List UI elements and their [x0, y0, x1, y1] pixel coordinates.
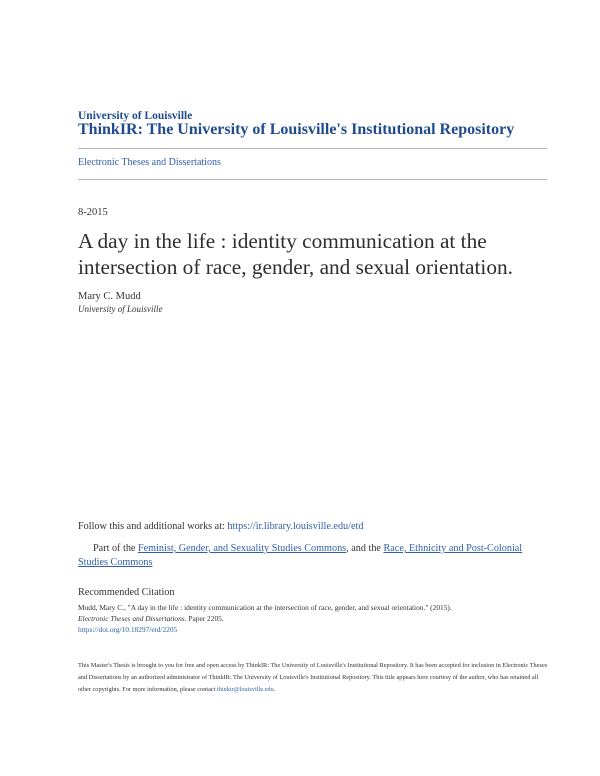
- etd-collection-link[interactable]: https://ir.library.louisville.edu/etd: [227, 521, 364, 532]
- part-of-middle: , and the: [346, 543, 384, 554]
- notice-text: This Master's Thesis is brought to you for free and open access by ThinkIR: The University of Louisville's Institutional Repository. It has been accepted for inclusion in Electronic Theses and Dissertations by an authorized administrator of ThinkIR: The University of Louisville's Institutional Repository. This title appears here courtesy of the author, who has retained all other copyrights. For more information, please contact: [78, 662, 548, 693]
- document-title: A day in the life : identity communication at the intersection of race, gender, and sexual orientation.: [78, 229, 513, 279]
- follow-text: Follow this and additional works at:: [78, 521, 228, 532]
- recommended-citation-label: Recommended Citation: [78, 587, 175, 598]
- header-divider-top: [78, 148, 547, 149]
- contact-email-link[interactable]: thinkir@louisville.edu: [217, 686, 274, 693]
- part-of-line: [78, 542, 548, 570]
- header-divider-bottom: [78, 179, 547, 180]
- feminist-commons-link[interactable]: Feminist, Gender, and Sexuality Studies Commons: [137, 543, 347, 554]
- publication-date: 8-2015: [78, 207, 108, 218]
- citation-paper: . Paper 2205.: [184, 614, 224, 623]
- author-affiliation: University of Louisville: [78, 304, 163, 314]
- collection-link[interactable]: Electronic Theses and Dissertations: [78, 157, 221, 168]
- part-of-prefix: Part of the: [93, 543, 138, 554]
- race-ethnicity-commons-link[interactable]: Race, Ethnicity and Post-Colonial Studies Commons: [78, 543, 523, 568]
- citation-series: Electronic Theses and Dissertations: [78, 614, 185, 623]
- notice-end: .: [273, 686, 276, 693]
- doi-link[interactable]: https://doi.org/10.18297/etd/2205: [78, 625, 178, 634]
- follow-line: [78, 521, 363, 532]
- access-notice: [78, 660, 548, 696]
- repository-name[interactable]: ThinkIR: The University of Louisville's Institutional Repository: [78, 121, 515, 138]
- institution-name: University of Louisville: [78, 110, 193, 122]
- author-name: Mary C. Mudd: [78, 291, 141, 302]
- citation-text: [78, 602, 548, 635]
- citation-line: Mudd, Mary C., "A day in the life : identity communication at the intersection of race, gender, and sexual orientation." (2015).: [78, 603, 452, 612]
